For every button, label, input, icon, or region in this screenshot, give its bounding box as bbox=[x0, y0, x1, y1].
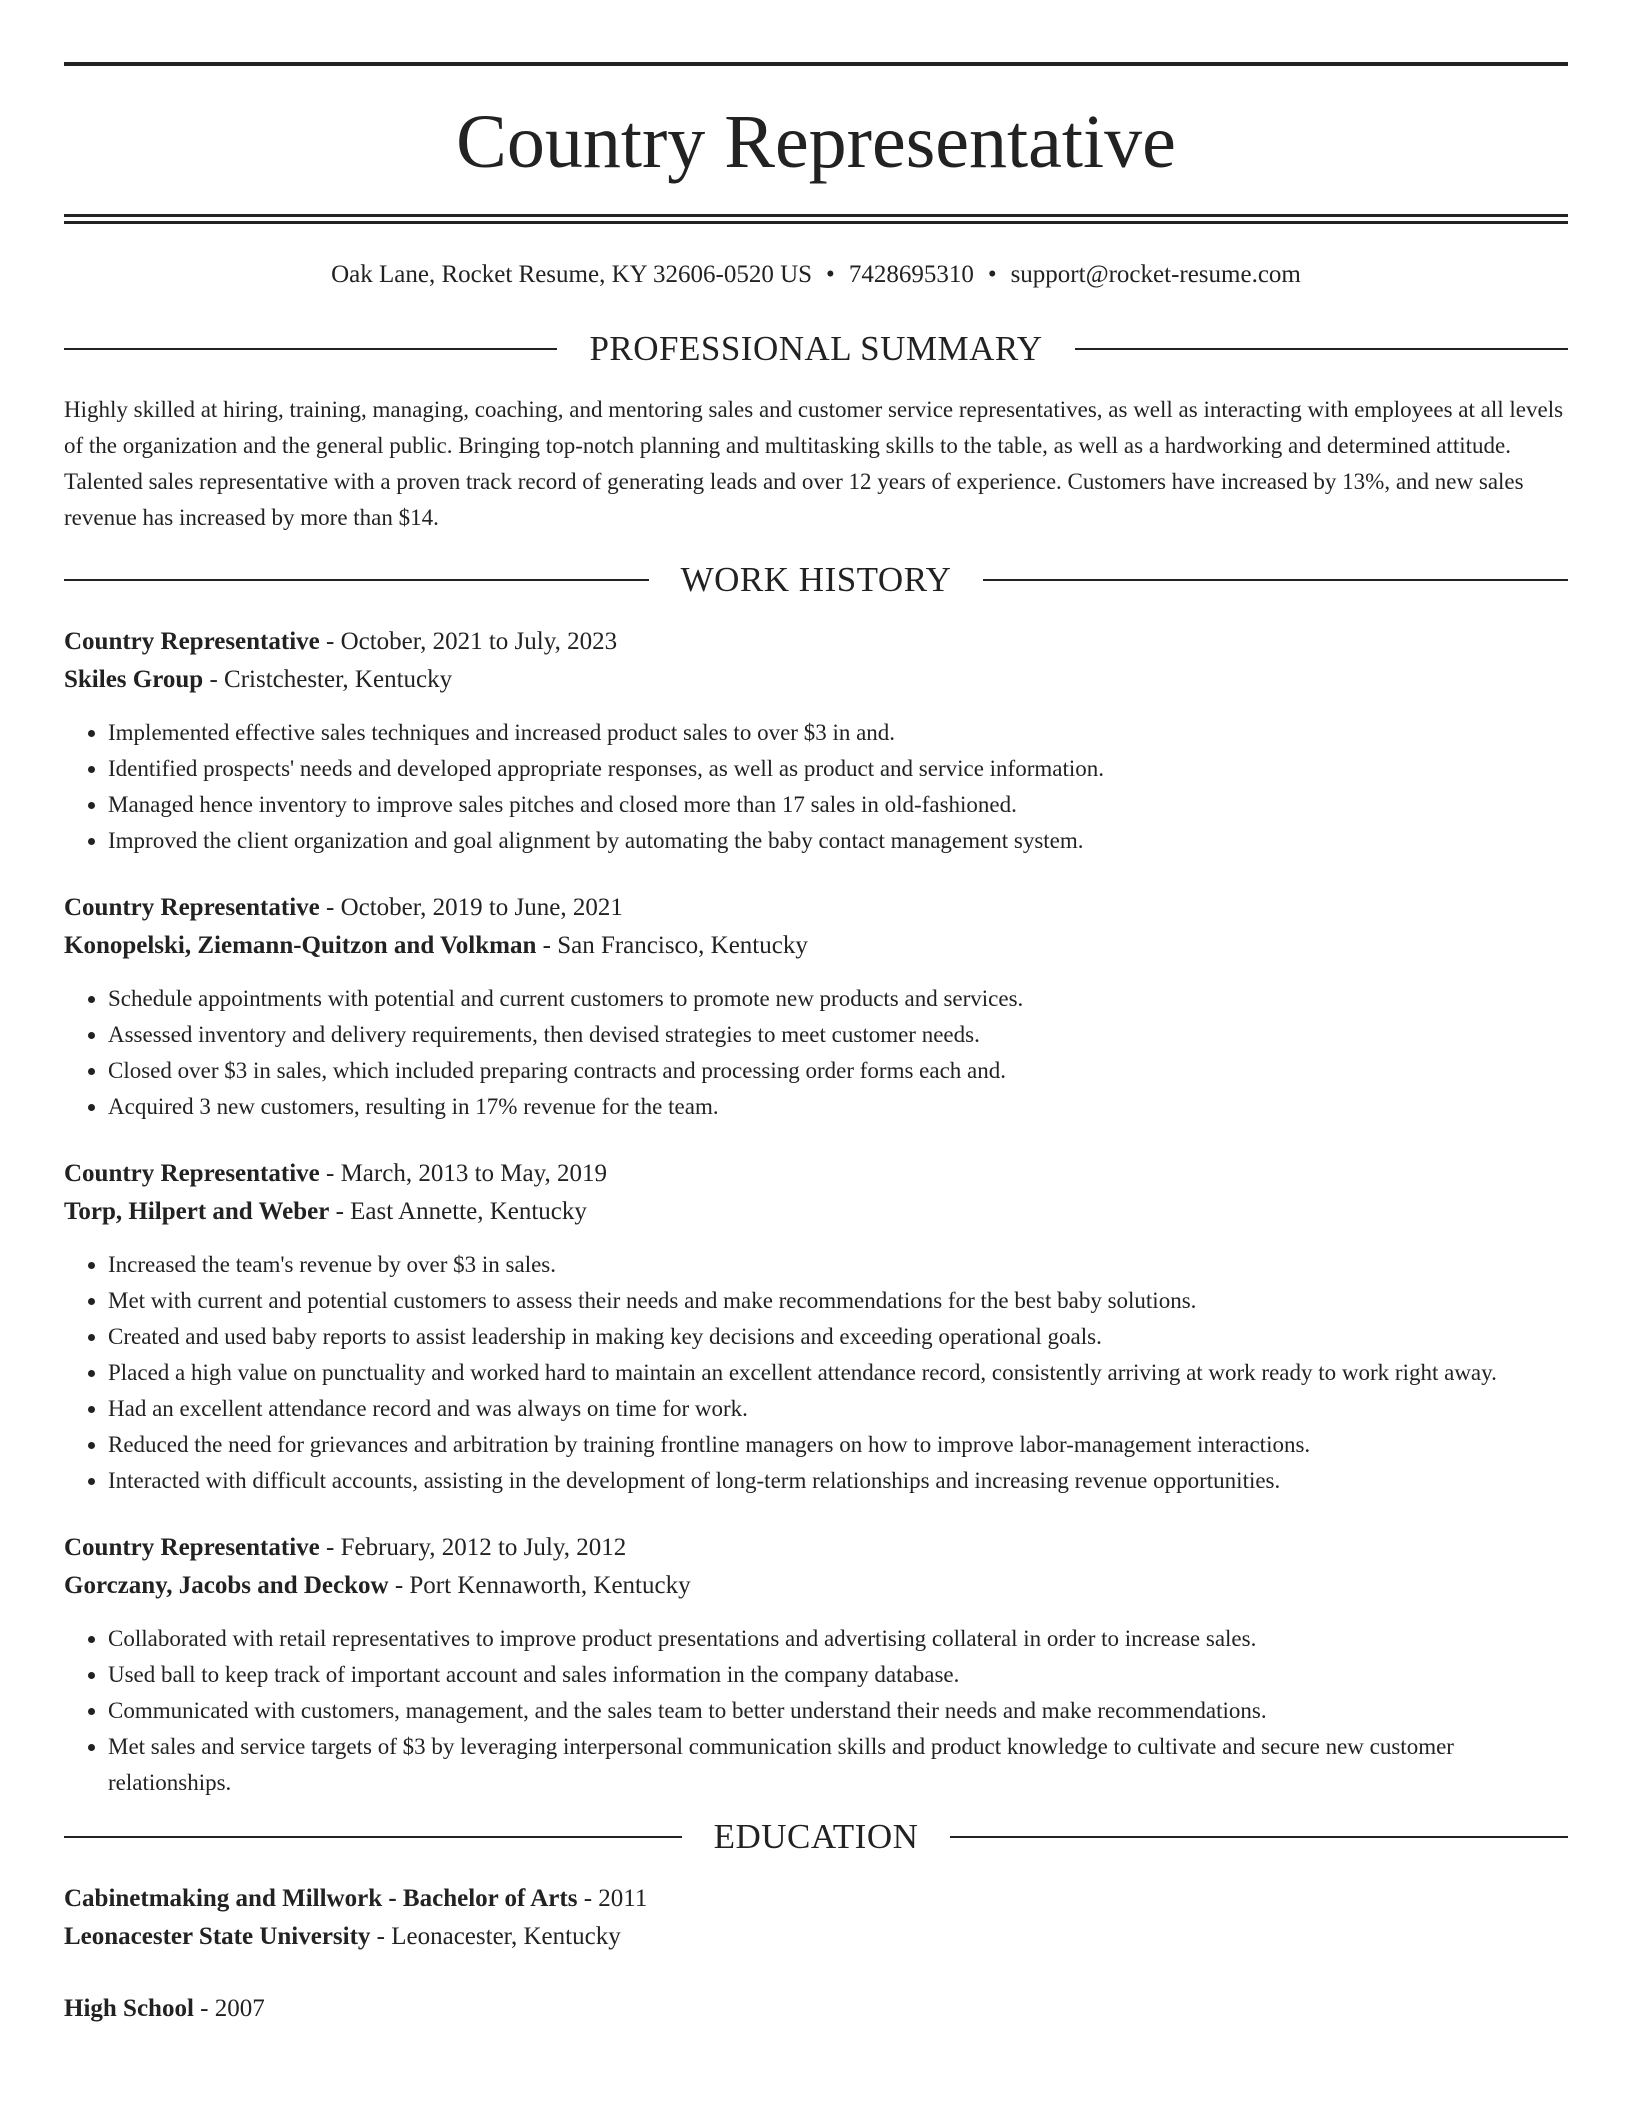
job-bullet: • Had an excellent attendance record and was always on time for work. bbox=[108, 1391, 1568, 1427]
job-company-line bbox=[64, 661, 1568, 699]
section-rule-right bbox=[950, 1836, 1568, 1838]
job-bullet: • Closed over $3 in sales, which included preparing contracts and processing order forms each and. bbox=[108, 1053, 1568, 1089]
job-company: Konopelski, Ziemann-Quitzon and Volkman bbox=[64, 932, 537, 959]
job-location: - Port Kennaworth, Kentucky bbox=[388, 1572, 691, 1599]
job-bullet: • Met with current and potential customers to assess their needs and make recommendations for the best baby solutions. bbox=[108, 1283, 1568, 1319]
education-location: - Leonacester, Kentucky bbox=[370, 1923, 621, 1950]
section-rule-left bbox=[64, 1836, 682, 1838]
job-title: Country Representative bbox=[64, 1534, 320, 1561]
contact-separator: • bbox=[826, 261, 835, 288]
job-bullet: • Interacted with difficult accounts, assisting in the development of long-term relationships and increasing revenue opportunities. bbox=[108, 1463, 1568, 1499]
education-degree: High School bbox=[64, 1995, 194, 2022]
summary-text: Highly skilled at hiring, training, managing, coaching, and mentoring sales and customer service representatives, as well as interacting with employees at all levels of the organization and the general public. Bringing top-notch planning and multitasking skills to the table, as well as a hardworking and determined attitude. Talented sales representative with a proven track record of generating leads and over 12 years of experience. Customers have increased by 13%, and new sales revenue has increased by more than $14. bbox=[64, 397, 1564, 530]
job-entry bbox=[64, 1529, 1568, 1801]
job-bullet: • Collaborated with retail representatives to improve product presentations and advertising collateral in order to increase sales. bbox=[108, 1621, 1568, 1657]
job-bullets bbox=[64, 715, 1568, 859]
job-dates: - October, 2021 to July, 2023 bbox=[319, 628, 618, 655]
contact-address: Oak Lane, Rocket Resume, KY 32606-0520 US bbox=[331, 261, 813, 288]
job-title: Country Representative bbox=[64, 1160, 320, 1187]
job-bullet: • Acquired 3 new customers, resulting in 17% revenue for the team. bbox=[108, 1089, 1568, 1125]
job-bullet: • Improved the client organization and goal alignment by automating the baby contact management system. bbox=[108, 823, 1568, 859]
job-dates: - February, 2012 to July, 2012 bbox=[319, 1534, 627, 1561]
education-year: - 2011 bbox=[577, 1885, 648, 1912]
job-company-line bbox=[64, 927, 1568, 965]
section-rule-right bbox=[983, 579, 1568, 581]
section-header-education bbox=[64, 1819, 1568, 1854]
contact-phone: 7428695310 bbox=[848, 261, 974, 288]
job-company-line bbox=[64, 1193, 1568, 1231]
job-bullets bbox=[64, 1621, 1568, 1801]
job-company: Gorczany, Jacobs and Deckow bbox=[64, 1572, 389, 1599]
section-rule-right bbox=[1075, 348, 1568, 350]
job-dates: - October, 2019 to June, 2021 bbox=[319, 894, 623, 921]
education-degree: Cabinetmaking and Millwork - Bachelor of Arts bbox=[64, 1885, 578, 1912]
job-bullets bbox=[64, 981, 1568, 1125]
job-bullet: • Used ball to keep track of important account and sales information in the company database. bbox=[108, 1657, 1568, 1693]
double-rule bbox=[64, 214, 1568, 224]
job-bullet: • Placed a high value on punctuality and worked hard to maintain an excellent attendance record, consistently arriving at work ready to work right away. bbox=[108, 1355, 1568, 1391]
job-entry bbox=[64, 1155, 1568, 1499]
contact-line bbox=[64, 262, 1568, 287]
section-title: WORK HISTORY bbox=[680, 560, 952, 599]
resume-name: Country Representative bbox=[456, 100, 1176, 184]
section-rule-left bbox=[64, 348, 557, 350]
job-dates: - March, 2013 to May, 2019 bbox=[319, 1160, 607, 1187]
job-company: Torp, Hilpert and Weber bbox=[64, 1198, 330, 1225]
top-rule bbox=[64, 62, 1568, 66]
section-title: EDUCATION bbox=[713, 1817, 919, 1856]
job-company-line bbox=[64, 1567, 1568, 1605]
section-title: PROFESSIONAL SUMMARY bbox=[589, 329, 1043, 368]
contact-email: support@rocket-resume.com bbox=[1010, 261, 1301, 288]
job-bullet: • Created and used baby reports to assist leadership in making key decisions and exceeding operational goals. bbox=[108, 1319, 1568, 1355]
job-title: Country Representative bbox=[64, 894, 320, 921]
job-title-line bbox=[64, 1155, 1568, 1193]
job-bullet: • Communicated with customers, management, and the sales team to better understand their needs and make recommendations. bbox=[108, 1693, 1568, 1729]
job-bullet: • Implemented effective sales techniques and increased product sales to over $3 in and. bbox=[108, 715, 1568, 751]
section-rule-left bbox=[64, 579, 649, 581]
job-entry bbox=[64, 889, 1568, 1125]
section-header-work bbox=[64, 562, 1568, 597]
education-degree-line bbox=[64, 1880, 1568, 1918]
job-title-line bbox=[64, 889, 1568, 927]
education-school: Leonacester State University bbox=[64, 1923, 371, 1950]
job-title-line bbox=[64, 623, 1568, 661]
job-bullet: • Schedule appointments with potential and current customers to promote new products and services. bbox=[108, 981, 1568, 1017]
contact-separator: • bbox=[987, 261, 997, 288]
education-year: - 2007 bbox=[193, 1995, 265, 2022]
job-location: - San Francisco, Kentucky bbox=[536, 932, 808, 959]
job-title: Country Representative bbox=[64, 628, 320, 655]
job-bullet: • Met sales and service targets of $3 by leveraging interpersonal communication skills and product knowledge to cultivate and secure new customer relationships. bbox=[108, 1729, 1568, 1801]
job-location: - Cristchester, Kentucky bbox=[203, 666, 453, 693]
job-bullets bbox=[64, 1247, 1568, 1499]
education-entry bbox=[64, 1990, 1568, 2028]
education-school-line bbox=[64, 1918, 1568, 1956]
job-bullet: • Managed hence inventory to improve sales pitches and closed more than 17 sales in old-fashioned. bbox=[108, 787, 1568, 823]
education-degree-line bbox=[64, 1990, 1568, 2028]
job-title-line bbox=[64, 1529, 1568, 1567]
section-header-summary bbox=[64, 331, 1568, 366]
job-bullet: • Assessed inventory and delivery requirements, then devised strategies to meet customer needs. bbox=[108, 1017, 1568, 1053]
job-bullet: • Reduced the need for grievances and arbitration by training frontline managers on how to improve labor-management interactions. bbox=[108, 1427, 1568, 1463]
job-company: Skiles Group bbox=[64, 666, 204, 693]
education-entry bbox=[64, 1880, 1568, 1956]
job-bullet: • Identified prospects' needs and developed appropriate responses, as well as product and service information. bbox=[108, 751, 1568, 787]
job-location: - East Annette, Kentucky bbox=[329, 1198, 587, 1225]
job-bullet: • Increased the team's revenue by over $3 in sales. bbox=[108, 1247, 1568, 1283]
job-entry bbox=[64, 623, 1568, 859]
